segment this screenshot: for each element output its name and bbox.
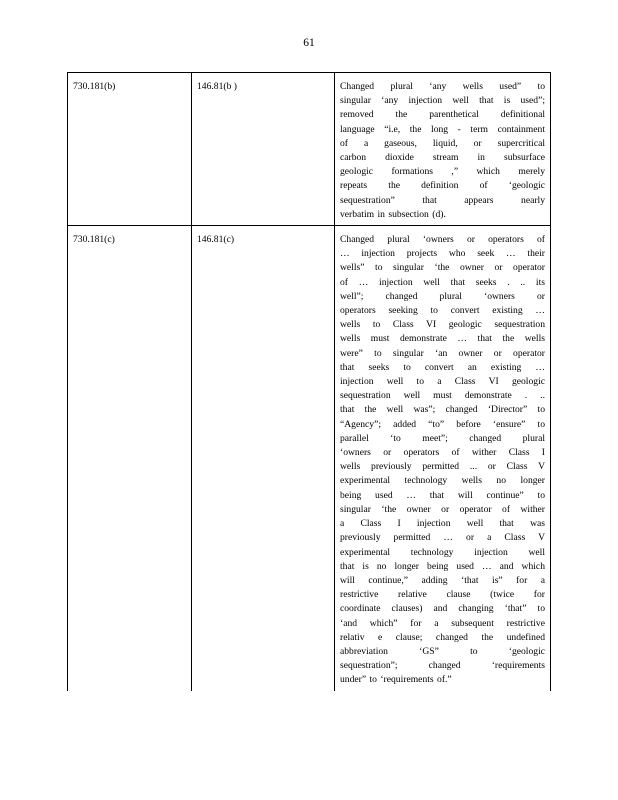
description-line: experimental technology wells no longer [340, 475, 545, 487]
description-cell [335, 226, 551, 691]
description-line: language “i.e, the long - term containment [340, 123, 545, 135]
description-line: sequestration well must demonstrate . .. [340, 390, 545, 402]
description-line: injection well to a Class VI geologic [340, 376, 545, 388]
description-line: being used … that will continue” to [340, 489, 545, 501]
description-line: verbatim in subsection (d). [340, 208, 446, 220]
description-line: … injection projects who seek … their [340, 248, 545, 260]
description-line: wells” to singular ‘the owner or operator [340, 262, 545, 274]
description-line: ‘owners or operators of wither Class I [340, 447, 545, 459]
description-line: that is no longer being used … and which [340, 560, 545, 572]
description-line: that the well was”; changed ‘Director” to [340, 404, 545, 416]
federal-section-cell: 146.81(b ) [192, 73, 335, 226]
description-line: relativ e clause; changed the undefined [340, 631, 545, 643]
description-line: singular ‘the owner or operator of wither [340, 503, 545, 515]
description-line: experimental technology injection well [340, 546, 545, 558]
description-line: parallel ‘to meet”; changed plural [340, 432, 545, 444]
description-line: Changed plural ‘owners or operators of [340, 234, 545, 246]
illinois-section-cell: 730.181(b) [68, 73, 192, 226]
description-line: “Agency”; added “to” before ‘ensure” to [340, 418, 545, 430]
description-line: abbreviation ‘GS” to ‘geologic [340, 645, 545, 657]
description-line: ‘and which” for a subsequent restrictive [340, 617, 545, 629]
description-line: will continue,” adding ‘that is” for a [340, 574, 545, 586]
description-line: sequestration” that appears nearly [340, 194, 545, 206]
description-cell [335, 73, 551, 226]
description-line: operators seeking to convert existing … [340, 305, 545, 317]
description-line: singular ‘any injection well that is used”; [340, 95, 545, 107]
description-line: removed the parenthetical definitional [340, 109, 545, 121]
description-line: of … injection well that seeks . .. its [340, 276, 545, 288]
illinois-section-cell: 730.181(c) [68, 226, 192, 691]
description-line: restrictive relative clause (twice for [340, 589, 545, 601]
description-line: of a gaseous, liquid, or supercritical [340, 137, 545, 149]
description-line: wells previously permitted ... or Class V [340, 461, 545, 473]
table-row [68, 226, 551, 691]
description-line: coordinate clauses) and changing ‘that” to [340, 603, 545, 615]
description-line: a Class I injection well that was [340, 518, 545, 530]
comparison-table [67, 72, 551, 691]
page-number: 61 [303, 37, 315, 49]
description-line: that seeks to convert an existing … [340, 361, 545, 373]
description-line: wells to Class VI geologic sequestration [340, 319, 545, 331]
table-row [68, 73, 551, 226]
description-line: Changed plural ‘any wells used” to [340, 81, 545, 92]
description-line: sequestration”; changed ‘requirements [340, 660, 545, 672]
description-line: previously permitted … or a Class V [340, 532, 545, 544]
description-line: were” to singular ‘an owner or operator [340, 347, 545, 359]
description-line: wells must demonstrate … that the wells [340, 333, 545, 345]
description-line: repeats the definition of ‘geologic [340, 180, 545, 192]
federal-section-cell: 146.81(c) [192, 226, 335, 691]
description-line: geologic formations ,” which merely [340, 166, 545, 178]
description-line: well”; changed plural ‘owners or [340, 290, 545, 302]
description-line: under” to ‘requirements of.” [340, 674, 452, 686]
description-line: carbon dioxide stream in subsurface [340, 152, 545, 164]
